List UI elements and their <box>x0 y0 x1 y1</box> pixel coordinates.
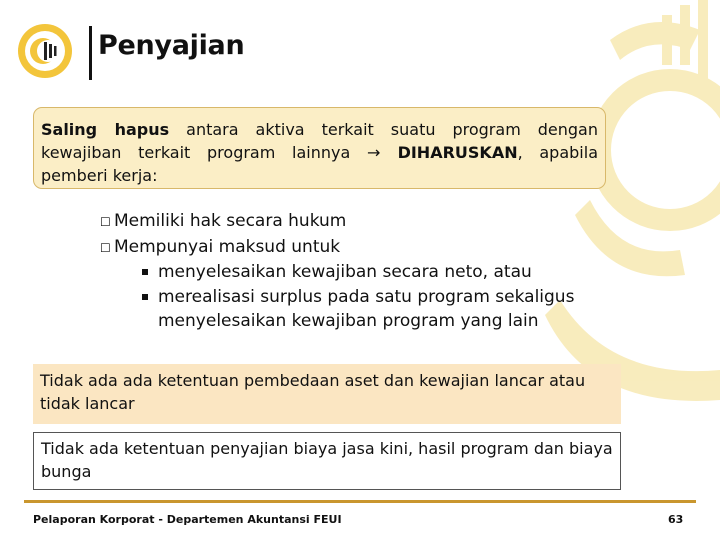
ui-makara-logo-icon <box>16 22 74 80</box>
condition-list <box>100 209 574 334</box>
footer-divider <box>24 500 696 503</box>
list-item <box>100 209 574 235</box>
list-item-label: Memiliki hak secara hukum <box>114 211 347 231</box>
definition-text-2: , apabila pemberi kerja: <box>41 143 598 185</box>
sub-list-item-label-cont: menyelesaikan kewajiban program yang lain <box>158 311 539 331</box>
arrow-icon: → <box>366 143 381 162</box>
sub-list-item-label: menyelesaikan kewajiban secara neto, atau <box>158 262 532 282</box>
definition-bold-start: Saling hapus <box>41 120 170 139</box>
sub-list-item-label: merealisasi surplus pada satu program sekaligus <box>158 286 575 307</box>
sub-list-item <box>100 285 574 334</box>
square-bullet-icon <box>142 294 148 300</box>
note-box-current-noncurrent: Tidak ada ada ketentuan pembedaan aset dan kewajian lancar atau tidak lancar <box>33 364 621 424</box>
list-item-label: Mempunyai maksud untuk <box>114 236 341 257</box>
definition-box <box>33 107 606 189</box>
note-box-presentation: Tidak ada ketentuan penyajian biaya jasa kini, hasil program dan biaya bunga <box>33 432 621 490</box>
definition-bold-mid: DIHARUSKAN <box>380 143 518 162</box>
checkbox-q-icon: ☐ <box>100 215 111 229</box>
title-divider <box>89 26 92 80</box>
sub-list-item <box>100 260 574 285</box>
page-number: 63 <box>668 513 684 526</box>
footer-text: Pelaporan Korporat - Departemen Akuntansi FEUI <box>33 513 342 526</box>
page-title: Penyajian <box>98 30 245 61</box>
list-item <box>100 235 574 261</box>
checkbox-q-icon: ☐ <box>100 240 111 255</box>
definition-text-1: antara aktiva terkait suatu program dengan kewajiban terkait program lainnya <box>41 120 599 162</box>
square-bullet-icon <box>142 269 148 275</box>
